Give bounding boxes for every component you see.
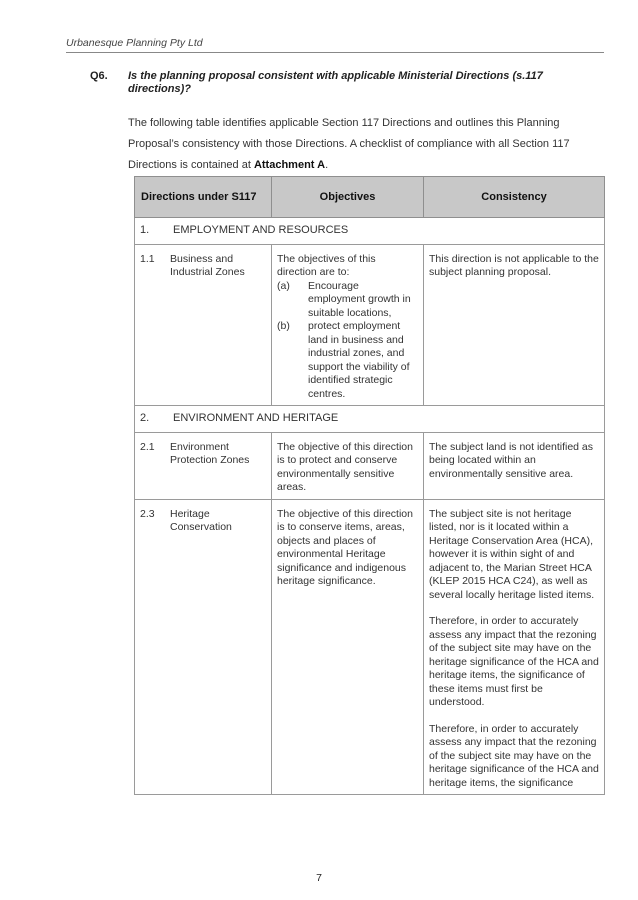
objectives-cell: [272, 432, 424, 499]
objective-intro: The objective of this direction is to conserve items, areas, objects and places of environmental Heritage significance and indigenous heritage significance.: [277, 507, 413, 587]
consistency-text: Therefore, in order to accurately assess any impact that the rezoning of the subject site may have on the heritage significance of the HCA and heritage items, the significance of these items must first be understood.: [429, 615, 599, 708]
consistency-cell: [424, 499, 605, 795]
direction-cell: [135, 432, 272, 499]
direction-number: 2.1: [140, 440, 155, 453]
objectives-cell: [272, 244, 424, 406]
consistency-text: This direction is not applicable to the subject planning proposal.: [429, 252, 599, 278]
section-cell: [135, 218, 605, 245]
company-name: Urbanesque Planning Pty Ltd: [66, 37, 203, 49]
intro-text: The following table identifies applicable Section 117 Directions and outlines this Planning Proposal’s consistency with those Directions. A checklist of compliance with all Section 117 Directions is contained at: [128, 117, 570, 171]
section-row: [135, 406, 605, 433]
direction-number: 2.3: [140, 507, 155, 520]
table-row: [135, 244, 605, 406]
objective-item: [277, 280, 418, 321]
objective-intro: The objective of this direction is to protect and conserve environmentally sensitive areas.: [277, 440, 413, 493]
header-directions: Directions under S117: [135, 177, 272, 218]
objectives-cell: [272, 499, 424, 795]
direction-number: 1.1: [140, 252, 155, 265]
objective-intro: The objectives of this direction are to:: [277, 252, 376, 278]
section-title: EMPLOYMENT AND RESOURCES: [173, 224, 349, 236]
objective-marker: (b): [277, 320, 290, 332]
intro-paragraph: [128, 113, 606, 176]
direction-name: Heritage Conservation: [170, 507, 232, 533]
consistency-cell: [424, 432, 605, 499]
objective-text: protect employment land in business and industrial zones, and support the viability of identified strategic centres.: [308, 320, 410, 400]
direction-cell: [135, 499, 272, 795]
table-header-row: [135, 177, 605, 218]
section-cell: [135, 406, 605, 433]
section-number: 1.: [140, 224, 150, 236]
header-divider: [66, 52, 604, 53]
page-number: 7: [316, 872, 322, 884]
consistency-text: Therefore, in order to accurately assess any impact that the rezoning of the subject site may have on the heritage significance of the HCA and heritage items, the significance: [429, 722, 599, 789]
section-row: [135, 218, 605, 245]
objective-text: Encourage employment growth in suitable locations,: [308, 279, 411, 319]
consistency-text: The subject site is not heritage listed, nor is it located within a Heritage Conservation Area (HCA), however it is within sight of and adjacent to, the Marian Street HCA (KLEP 2015 HCA C24), as well as several locally heritage listed items.: [429, 507, 595, 601]
consistency-cell: [424, 244, 605, 406]
question-text: Is the planning proposal consistent with applicable Ministerial Directions (s.117 directions)?: [128, 70, 543, 95]
table-row: [135, 499, 605, 795]
s117-directions-table: [134, 176, 605, 795]
direction-cell: [135, 244, 272, 406]
table-row: [135, 432, 605, 499]
intro-end: .: [325, 159, 329, 171]
section-title: ENVIRONMENT AND HERITAGE: [173, 412, 339, 424]
attachment-reference: Attachment A: [253, 159, 326, 171]
direction-name: Business and Industrial Zones: [170, 252, 245, 278]
header-objectives: Objectives: [272, 177, 424, 218]
objective-item: [277, 320, 418, 401]
consistency-text: The subject land is not identified as being located within an environmentally sensitive area.: [429, 440, 594, 480]
direction-name: Environment Protection Zones: [170, 440, 250, 466]
section-number: 2.: [140, 412, 150, 424]
objective-marker: (a): [277, 279, 290, 292]
header-consistency: Consistency: [424, 177, 605, 218]
question-label: Q6.: [90, 70, 108, 82]
